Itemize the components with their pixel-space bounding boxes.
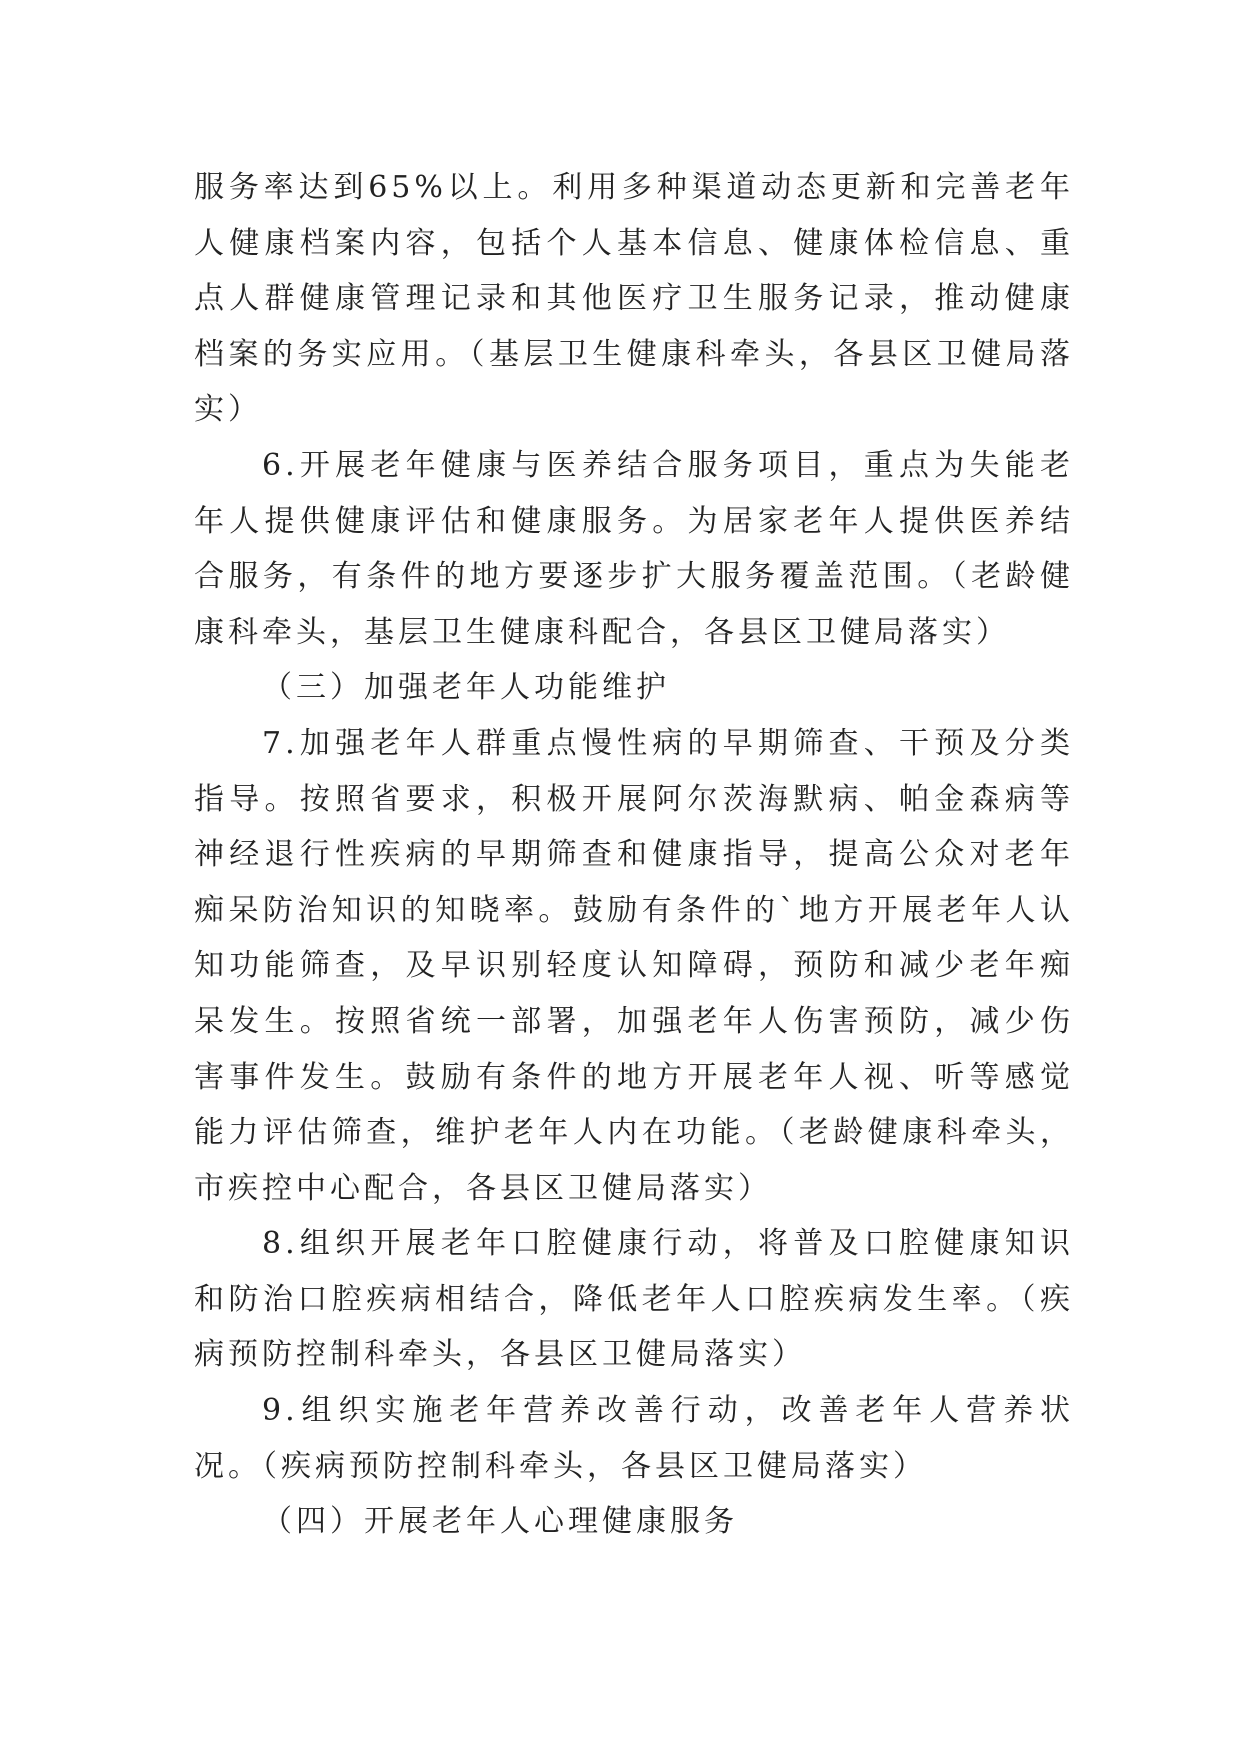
paragraph-item-6: 6.开展老年健康与医养结合服务项目，重点为失能老年人提供健康评估和健康服务。为居家老年人提供医养结合服务，有条件的地方要逐步扩大服务覆盖范围。（老龄健康科牵头，基层卫生健康科配合，各县区卫健局落实）	[194, 447, 1074, 650]
section-heading-3: （三）加强老年人功能维护	[262, 670, 670, 706]
document-body	[194, 160, 1074, 1550]
paragraph-continuation: 服务率达到65%以上。利用多种渠道动态更新和完善老年人健康档案内容，包括个人基本信息、健康体检信息、重点人群健康管理记录和其他医疗卫生服务记录，推动健康档案的务实应用。（基层卫生健康科牵头，各县区卫健局落实）	[194, 170, 1074, 428]
section-heading-4: （四）开展老年人心理健康服务	[262, 1504, 738, 1540]
paragraph-item-9: 9.组织实施老年营养改善行动，改善老年人营养状况。（疾病预防控制科牵头，各县区卫健局落实）	[194, 1393, 1074, 1484]
paragraph-item-8: 8.组织开展老年口腔健康行动，将普及口腔健康知识和防治口腔疾病相结合，降低老年人口腔疾病发生率。（疾病预防控制科牵头，各县区卫健局落实）	[194, 1226, 1074, 1373]
paragraph-item-7: 7.加强老年人群重点慢性病的早期筛查、干预及分类指导。按照省要求，积极开展阿尔茨海默病、帕金森病等神经退行性疾病的早期筛查和健康指导，提高公众对老年痴呆防治知识的知晓率。鼓励有条件的`地方开展老年人认知功能筛查，及早识别轻度认知障碍，预防和减少老年痴呆发生。按照省统一部署，加强老年人伤害预防，减少伤害事件发生。鼓励有条件的地方开展老年人视、听等感觉能力评估筛查，维护老年人内在功能。（老龄健康科牵头，市疾控中心配合，各县区卫健局落实）	[194, 725, 1074, 1206]
